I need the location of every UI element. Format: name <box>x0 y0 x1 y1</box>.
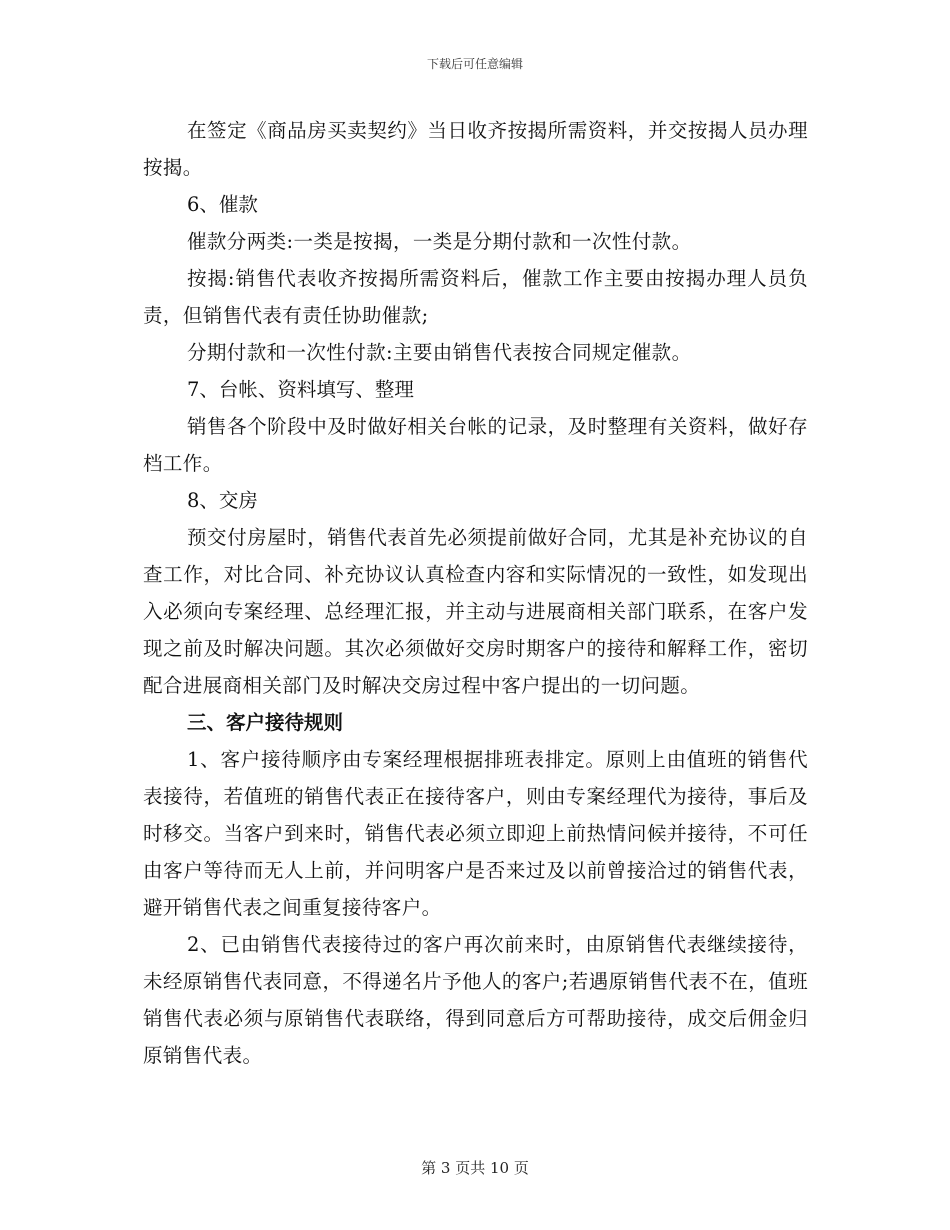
paragraph: 分期付款和一次性付款:主要由销售代表按合同规定催款。 <box>187 341 692 364</box>
paragraph: 在签定《商品房买卖契约》当日收齐按揭所需资料，并交按揭人员办理按揭。 <box>143 119 808 179</box>
document-body <box>143 112 808 1074</box>
paragraph: 2、已由销售代表接待过的客户再次前来时，由原销售代表继续接待，未经原销售代表同意，不得递名片予他人的客户;若遇原销售代表不在，值班销售代表必须与原销售代表联络，得到同意后方可帮助接待，成交后佣金归原销售代表。 <box>143 933 808 1067</box>
section-heading: 8、交房 <box>187 489 258 512</box>
page-footer: 第 3 页共 10 页 <box>421 1159 529 1177</box>
paragraph: 催款分两类:一类是按揭，一类是分期付款和一次性付款。 <box>187 230 692 253</box>
page-header: 下载后可任意编辑 <box>426 57 523 71</box>
section-heading: 6、催款 <box>187 193 258 216</box>
paragraph: 预交付房屋时，销售代表首先必须提前做好合同，尤其是补充协议的自查工作，对比合同、补充协议认真检查内容和实际情况的一致性，如发现出入必须向专案经理、总经理汇报，并主动与进展商相关部门联系，在客户发现之前及时解决问题。其次必须做好交房时期客户的接待和解释工作，密切配合进展商相关部门及时解决交房过程中客户提出的一切问题。 <box>143 526 808 697</box>
paragraph: 1、客户接待顺序由专案经理根据排班表排定。原则上由值班的销售代表接待，若值班的销售代表正在接待客户，则由专案经理代为接待，事后及时移交。当客户到来时，销售代表必须立即迎上前热情问候并接待，不可任由客户等待而无人上前，并问明客户是否来过及以前曾接洽过的销售代表，避开销售代表之间重复接待客户。 <box>143 748 808 919</box>
section-heading: 7、台帐、资料填写、整理 <box>187 378 414 401</box>
paragraph: 销售各个阶段中及时做好相关台帐的记录，及时整理有关资料，做好存档工作。 <box>143 415 808 475</box>
chapter-heading: 三、客户接待规则 <box>187 711 344 734</box>
paragraph: 按揭:销售代表收齐按揭所需资料后，催款工作主要由按揭办理人员负责，但销售代表有责任协助催款; <box>143 267 808 327</box>
